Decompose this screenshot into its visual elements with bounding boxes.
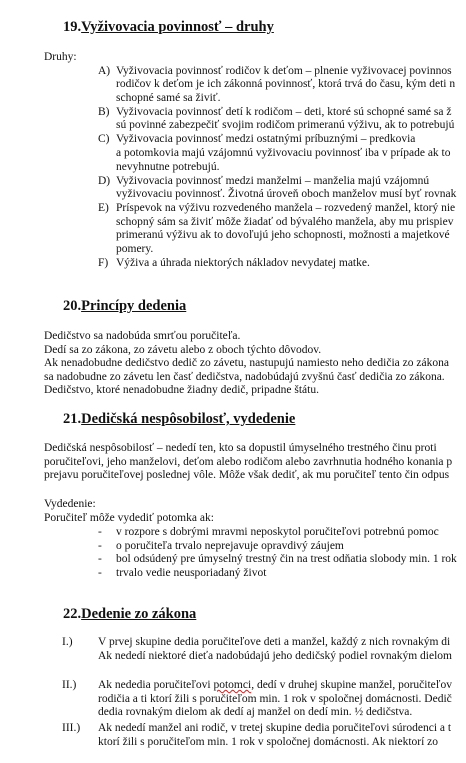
bullet-marker: - (98, 526, 102, 538)
section-19-item-marker: E) (98, 202, 109, 215)
section-20-line: Dedičstvo sa nadobúda smrťou poručiteľa. (44, 330, 241, 342)
section-19-item-marker: F) (98, 256, 109, 269)
section-19-item-marker: B) (98, 105, 110, 118)
section-21-number: 21. (63, 411, 82, 427)
section-22-item-line: Ak nededí niektoré dieťa nadobúdajú jeho dedičský podiel rovnakým dielom (98, 649, 452, 662)
section-21-title: Dedičská nespôsobilosť, vydedenie (81, 411, 296, 427)
section-21-line: prejavu poručiteľovej poslednej vôle. Môže však dediť, ak mu poručiteľ tento čin odpus (44, 469, 450, 482)
section-22-item-line: Ak nededia poručiteľovi potomci, dedí v druhej skupine manžel, poručiteľov (98, 679, 452, 691)
section-19-item-line: schopné samé sa živiť. (116, 91, 221, 104)
section-22-title: Dedenie zo zákona (81, 606, 197, 622)
section-19-item-line: primeranú výživu ak to dovoľujú jeho schopnosti, možnosti a majetkové (116, 229, 450, 242)
section-19-item-line: a potomkovia majú vzájomnú vyživovaciu povinnosť iba v prípade ak to (116, 146, 451, 159)
vydedenie-bullet-item: trvalo vedie neusporiadaný život (116, 566, 267, 579)
bullet-marker: - (98, 566, 102, 579)
section-19-number: 19. (63, 19, 82, 35)
section-22-item-line: rodičia a ti ktorí žili s poručiteľom min. 1 rok v spoločnej domácnosti. Dedič (98, 692, 452, 705)
section-19-item-line: pomery. (116, 242, 154, 255)
section-19-item-line: Výživa a úhrada niektorých nákladov nevydatej matke. (116, 256, 370, 269)
section-20-number: 20. (63, 298, 82, 314)
section-22-item-marker: II.) (62, 679, 77, 691)
section-19-item-line: Vyživovacia povinnosť detí k rodičom – deti, ktoré sú schopné samé sa ž (116, 105, 452, 118)
vydedenie-bullet-item: v rozpore s dobrými mravmi neposkytol poručiteľovi potrebnú pomoc (116, 526, 439, 538)
section-19-item-line: rodičov k deťom je ich zákonná povinnosť, ktorá trvá do času, kým deti n (116, 78, 456, 91)
vydedenie-bullet-item: bol odsúdený pre úmyselný trestný čin na trest odňatia slobody min. 1 rok (116, 553, 457, 566)
section-22-item-line: V prvej skupine dedia poručiteľove deti a manžel, každý z nich rovnakým di (98, 636, 451, 648)
section-19-item-line: sú povinné zabezpečiť svojim rodičom primeranú výživu, ak to potrebujú (116, 119, 455, 132)
section-21-line: Dedičská nespôsobilosť – nededí ten, kto sa dopustil úmyselného trestného činu proti (44, 442, 437, 454)
section-22-item-line: ktorí žili s poručiteľom min. 1 rok v spoločnej domácnosti. Ak niektorí zo (98, 735, 439, 748)
vydedenie-bullet-item: o poručiteľa trvalo neprejavuje opravdivý záujem (116, 539, 344, 552)
section-22-item-marker: I.) (62, 636, 73, 648)
section-19-item-marker: A) (98, 64, 111, 77)
section-19-item-line: Príspevok na výživu rozvedeného manžela – rozvedený manžel, ktorý nie (116, 202, 456, 215)
vydedenie-label: Vydedenie: (44, 498, 96, 510)
section-19-item-marker: C) (98, 133, 110, 146)
druhy-label: Druhy: (44, 51, 77, 63)
section-20-line: Ak nenadobudne dedičstvo dedič zo závetu, nastupujú namiesto neho dedičia zo zákona (44, 357, 449, 370)
section-19-item-line: Vyživovacia povinnosť rodičov k deťom – plnenie vyživovacej povinnos (116, 64, 452, 77)
section-22-item-line: dedia rovnakým dielom ak dedí aj manžel on dedí min. ½ dedičstva. (98, 706, 413, 719)
bullet-marker: - (98, 539, 102, 552)
section-22-item-line: Ak nededí manžel ani rodič, v tretej skupine dedia poručiteľovi súrodenci a t (98, 722, 452, 734)
section-21-line: poručiteľovi, jeho manželovi, deťom alebo rodičom alebo zavrhnutia hodného konania p (44, 455, 453, 468)
section-20-line: Dedí sa zo zákona, zo závetu alebo z oboch týchto dôvodov. (44, 343, 322, 356)
section-19-item-line: Vyživovacia povinnosť medzi ostatnými príbuznými – predkovia (116, 133, 416, 146)
section-19-heading (63, 19, 274, 36)
section-19-item-marker: D) (98, 174, 111, 187)
section-21-heading (63, 411, 295, 428)
bullet-marker: - (98, 553, 102, 566)
section-19-title: Vyživovacia povinnosť – druhy (81, 19, 274, 35)
section-19-item-line: nevyhnutne potrebujú. (116, 160, 220, 173)
section-22-heading (63, 606, 196, 623)
section-22-number: 22. (63, 606, 82, 622)
section-20-title: Princípy dedenia (81, 298, 187, 314)
section-20-line: Dedičstvo, ktoré nenadobudne žiadny dedič, pripadne štátu. (44, 384, 319, 397)
spellcheck-marked-word: potomci (213, 679, 252, 691)
vydedenie-intro: Poručiteľ môže vydediť potomka ak: (44, 512, 214, 524)
section-19-item-line: schopný sám sa živiť môže žiadať od bývalého manžela, aby mu prispiev (116, 215, 454, 228)
section-19-item-line: Vyživovacia povinnosť medzi manželmi – manželia majú vzájomnú (116, 174, 430, 187)
section-19-item-line: vyživovaciu povinnosť. Životná úroveň oboch manželov musí byť rovnak (116, 188, 457, 201)
section-22-item-marker: III.) (62, 722, 81, 734)
section-20-line: sa nadobudne zo závetu len časť dedičstva, nadobúdajú zvyšnú časť dedičia zo zákona. (44, 370, 445, 383)
section-20-heading (63, 298, 186, 315)
